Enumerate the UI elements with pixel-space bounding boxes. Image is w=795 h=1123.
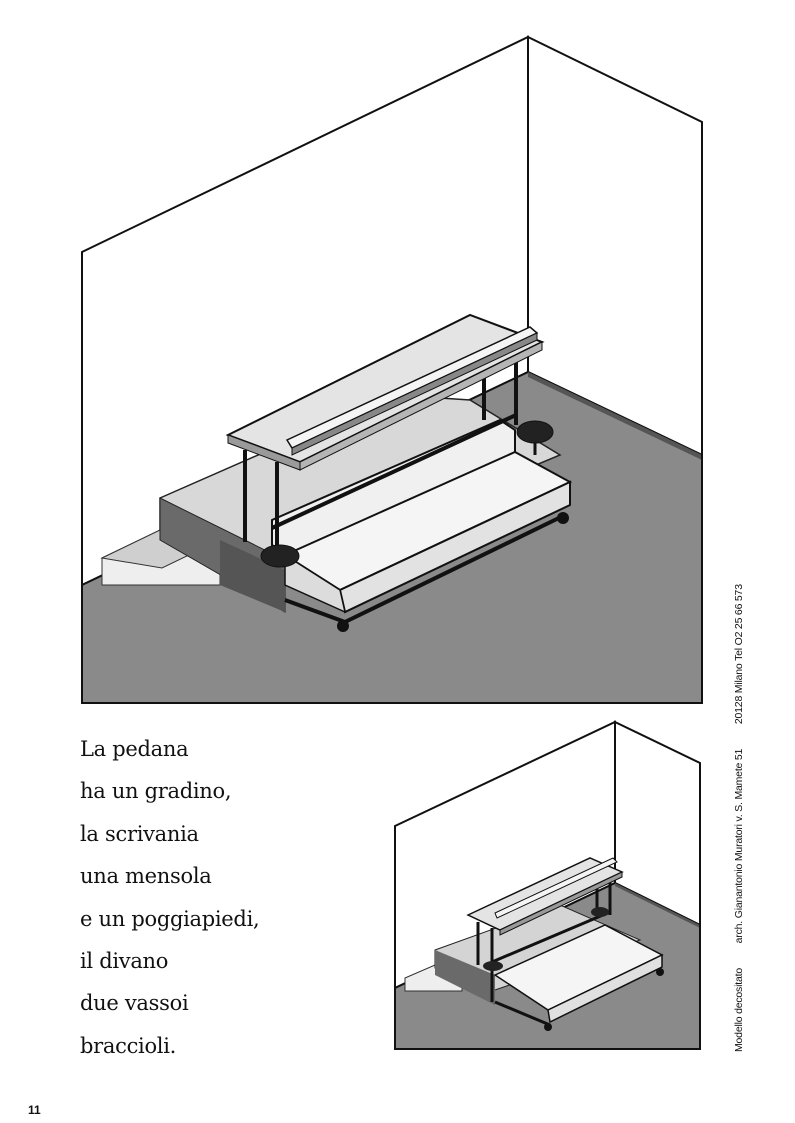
armrest-tray [591,907,609,917]
poem-line: una mensola [80,864,212,889]
credit-city: 20128 Milano Tel O2 25 66 573 [733,584,745,725]
poem-line: La pedana [80,737,189,761]
credit-architect: arch. Gianantonio Muratori v. S. Mamete 51 [733,748,745,944]
vertical-credit [733,562,745,1052]
poem-line: ha un gradino, [80,779,232,804]
poem [80,728,259,1067]
wheel [656,968,664,976]
page-number: 11 [28,1103,41,1117]
poem-line: due vassoi [80,991,189,1016]
poem-line: braccioli. [80,1033,176,1058]
wheel [544,1023,552,1031]
poem-line: il divano [80,949,169,974]
credit-model: Modello decositato [733,968,745,1052]
armrest-tray [483,961,503,971]
poem-line: e un poggiapiedi, [80,906,260,931]
poem-line: la scrivania [80,821,199,846]
